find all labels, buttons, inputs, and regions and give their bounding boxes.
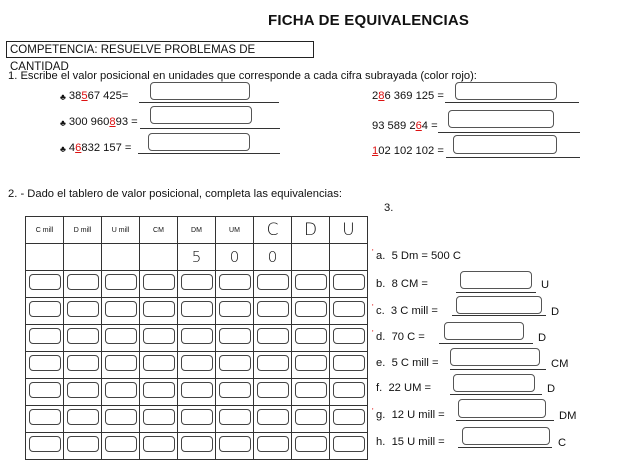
value-cell [140, 244, 178, 271]
digit-input-box[interactable] [333, 382, 365, 398]
digit-input-box[interactable] [105, 382, 137, 398]
table-cell [178, 271, 216, 298]
tick-mark: ' [372, 407, 374, 416]
q3-item-d [372, 329, 425, 343]
q3-unit: DM [559, 410, 577, 422]
q3-text: 3 C mill = [390, 305, 438, 317]
digit-input-box[interactable] [105, 274, 137, 290]
q3-label: 3. [384, 202, 394, 214]
q1-item-text: 4 [68, 142, 76, 154]
q3-answer-input-g[interactable] [458, 399, 546, 418]
table-row [26, 271, 368, 298]
table-row [26, 352, 368, 379]
digit-input-box[interactable] [143, 301, 175, 317]
q3-item-f [376, 382, 431, 394]
club-icon: ♣ [60, 144, 66, 154]
q1-item-text: 832 157 = [81, 142, 132, 154]
digit-input-box[interactable] [143, 436, 175, 452]
digit-input-box[interactable] [333, 436, 365, 452]
q1-item-text: 38 [68, 90, 82, 102]
q1-underlined-digit: 8 [109, 116, 116, 128]
q3-item-c [372, 303, 438, 317]
q1-item-4 [372, 90, 444, 102]
q1-item-text: 2 [372, 90, 379, 102]
table-cell [26, 271, 64, 298]
table-cell [102, 433, 140, 460]
digit-input-box[interactable] [295, 409, 327, 425]
digit-input-box[interactable] [219, 436, 251, 452]
q3-unit: D [547, 383, 556, 395]
table-cell [64, 325, 102, 352]
value-cell [292, 244, 330, 271]
table-cell [140, 271, 178, 298]
q1-underlined-digit: 1 [372, 145, 379, 157]
q1-item-6 [372, 145, 444, 157]
table-cell [254, 352, 292, 379]
table-cell [178, 433, 216, 460]
digit-input-box[interactable] [219, 328, 251, 344]
digit-input-box[interactable] [143, 328, 175, 344]
q3-text: 15 U mill = [391, 436, 445, 448]
table-cell [178, 298, 216, 325]
table-cell [102, 379, 140, 406]
digit-input-box[interactable] [67, 382, 99, 398]
q3-unit: D [538, 332, 547, 344]
digit-input-box[interactable] [29, 409, 61, 425]
digit-input-box[interactable] [67, 355, 99, 371]
digit-input-box[interactable] [181, 382, 213, 398]
digit-input-box[interactable] [67, 274, 99, 290]
table-cell [292, 325, 330, 352]
q3-answer-input-b[interactable] [460, 271, 532, 289]
q1-item-text: 300 960 [68, 116, 110, 128]
digit-input-box[interactable] [257, 409, 289, 425]
table-cell [64, 406, 102, 433]
table-cell [254, 298, 292, 325]
value-cell [64, 244, 102, 271]
table-cell [216, 271, 254, 298]
table-cell [140, 325, 178, 352]
q3-text: 22 UM = [388, 382, 432, 394]
digit-input-box[interactable] [67, 301, 99, 317]
table-cell [292, 271, 330, 298]
q1-item-3 [60, 142, 131, 154]
table-cell [254, 406, 292, 433]
header-d-mill: D mill [64, 217, 102, 244]
table-cell [216, 352, 254, 379]
digit-input-box[interactable] [67, 328, 99, 344]
table-cell [102, 406, 140, 433]
q3-item-h [376, 436, 445, 448]
q3-letter: d. [376, 331, 386, 343]
q1-answer-input-2[interactable] [150, 106, 252, 124]
table-cell [330, 298, 368, 325]
q3-text: 12 U mill = [391, 409, 445, 421]
q3-text: 70 C = [391, 331, 425, 343]
table-cell [216, 406, 254, 433]
digit-input-box[interactable] [29, 382, 61, 398]
header-d: D [292, 217, 330, 244]
digit-input-box[interactable] [105, 328, 137, 344]
table-cell [292, 433, 330, 460]
table-cell [216, 325, 254, 352]
table-cell [102, 298, 140, 325]
table-cell [254, 325, 292, 352]
q3-item-b [376, 278, 428, 290]
table-cell [292, 379, 330, 406]
digit-input-box[interactable] [295, 274, 327, 290]
table-cell [64, 298, 102, 325]
q3-item-g [372, 407, 445, 421]
q1-prompt: 1. Escribe el valor posicional en unidades que corresponde a cada cifra subrayada (color rojo): [8, 70, 477, 82]
digit-input-box[interactable] [143, 274, 175, 290]
digit-input-box[interactable] [257, 301, 289, 317]
digit-input-box[interactable] [29, 301, 61, 317]
q1-answer-input-3[interactable] [148, 133, 250, 151]
table-cell [178, 352, 216, 379]
table-cell [254, 433, 292, 460]
digit-input-box[interactable] [29, 274, 61, 290]
table-cell [64, 271, 102, 298]
value-cell [330, 244, 368, 271]
q1-item-text: 6 369 125 = [384, 90, 444, 102]
digit-input-box[interactable] [219, 301, 251, 317]
table-cell [26, 298, 64, 325]
q3-text: 8 CM = [391, 278, 428, 290]
digit-input-box[interactable] [219, 355, 251, 371]
header-dm: DM [178, 217, 216, 244]
digit-input-box[interactable] [105, 355, 137, 371]
table-row [26, 406, 368, 433]
table-cell [254, 379, 292, 406]
digit-input-box[interactable] [295, 355, 327, 371]
competencia-box: COMPETENCIA: RESUELVE PROBLEMAS DE CANTIDAD [6, 41, 314, 58]
digit-input-box[interactable] [257, 436, 289, 452]
q1-answer-input-1[interactable] [150, 82, 250, 100]
table-row [26, 433, 368, 460]
q3-item-a [372, 248, 461, 262]
digit-input-box[interactable] [105, 301, 137, 317]
q1-item-text: 93 = [115, 116, 138, 128]
digit-input-box[interactable] [295, 301, 327, 317]
q3-unit: D [551, 306, 560, 318]
table-cell [216, 298, 254, 325]
table-cell [64, 433, 102, 460]
table-cell [26, 325, 64, 352]
digit-input-box[interactable] [219, 274, 251, 290]
q3-letter: b. [376, 278, 386, 290]
digit-input-box[interactable] [219, 409, 251, 425]
table-cell [330, 271, 368, 298]
page-title: FICHA DE EQUIVALENCIAS [268, 12, 470, 29]
header-c-mill: C mill [26, 217, 64, 244]
table-cell [64, 379, 102, 406]
digit-input-box[interactable] [333, 274, 365, 290]
q3-answer-input-e[interactable] [450, 348, 540, 366]
club-icon: ♣ [60, 92, 66, 102]
tick-mark: ' [372, 248, 374, 257]
q3-letter: g. [376, 409, 386, 421]
value-cell [26, 244, 64, 271]
digit-input-box[interactable] [181, 355, 213, 371]
digit-input-box[interactable] [333, 301, 365, 317]
table-cell [254, 271, 292, 298]
q3-letter: c. [376, 305, 385, 317]
q1-item-1 [60, 90, 128, 102]
q3-unit: U [541, 279, 550, 291]
digit-input-box[interactable] [105, 436, 137, 452]
q3-letter: a. [376, 250, 386, 262]
value-cell: 5 [178, 244, 216, 271]
q3-letter: e. [376, 357, 386, 369]
table-cell [216, 379, 254, 406]
table-cell [178, 406, 216, 433]
table-cell [140, 298, 178, 325]
table-cell [330, 325, 368, 352]
table-cell [140, 406, 178, 433]
digit-input-box[interactable] [333, 328, 365, 344]
digit-input-box[interactable] [257, 328, 289, 344]
digit-input-box[interactable] [257, 274, 289, 290]
header-cm: CM [140, 217, 178, 244]
q3-answer-input-c[interactable] [456, 296, 542, 314]
table-cell [102, 325, 140, 352]
table-cell [292, 352, 330, 379]
q2-prompt: 2. - Dado el tablero de valor posicional, completa las equivalencias: [8, 188, 342, 200]
table-cell [64, 352, 102, 379]
q1-underlined-digit: 6 [415, 120, 422, 132]
q1-item-text: 4 = [421, 120, 438, 132]
digit-input-box[interactable] [143, 409, 175, 425]
digit-input-box[interactable] [143, 355, 175, 371]
table-cell [330, 406, 368, 433]
value-cell: 0 [216, 244, 254, 271]
table-row [26, 325, 368, 352]
q3-text: 5 C mill = [391, 357, 439, 369]
digit-input-box[interactable] [257, 355, 289, 371]
table-cell [216, 433, 254, 460]
digit-input-box[interactable] [143, 382, 175, 398]
table-cell [178, 325, 216, 352]
table-cell [330, 433, 368, 460]
digit-input-box[interactable] [29, 328, 61, 344]
q1-item-2 [60, 116, 138, 128]
header-um: UM [216, 217, 254, 244]
q3-unit: CM [551, 358, 569, 370]
table-cell [140, 352, 178, 379]
q3-answer-input-f[interactable] [453, 374, 535, 392]
table-cell [26, 379, 64, 406]
digit-input-box[interactable] [105, 409, 137, 425]
q3-letter: f. [376, 382, 383, 394]
q3-text: 5 Dm = 500 C [391, 250, 461, 262]
place-value-table [25, 216, 368, 460]
digit-input-box[interactable] [181, 436, 213, 452]
digit-input-box[interactable] [295, 436, 327, 452]
q3-unit: C [558, 437, 567, 449]
digit-input-box[interactable] [181, 409, 213, 425]
table-cell [292, 406, 330, 433]
digit-input-box[interactable] [181, 301, 213, 317]
value-cell: 0 [254, 244, 292, 271]
q1-item-text: 93 589 2 [372, 120, 416, 132]
table-row [26, 298, 368, 325]
q1-answer-input-6[interactable] [453, 135, 557, 154]
digit-input-box[interactable] [295, 328, 327, 344]
q3-letter: h. [376, 436, 386, 448]
digit-input-box[interactable] [29, 355, 61, 371]
q3-item-e [376, 357, 439, 369]
digit-input-box[interactable] [257, 382, 289, 398]
table-cell [140, 433, 178, 460]
table-cell [26, 406, 64, 433]
q3-answer-input-d[interactable] [444, 322, 524, 340]
digit-input-box[interactable] [295, 382, 327, 398]
digit-input-box[interactable] [67, 409, 99, 425]
q1-underlined-digit: 5 [81, 90, 88, 102]
q1-item-text: 02 102 102 = [378, 145, 444, 157]
q1-answer-input-5[interactable] [448, 110, 554, 128]
header-c: C [254, 217, 292, 244]
digit-input-box[interactable] [181, 274, 213, 290]
digit-input-box[interactable] [219, 382, 251, 398]
table-cell [102, 352, 140, 379]
digit-input-box[interactable] [67, 436, 99, 452]
table-row [26, 379, 368, 406]
table-cell [330, 379, 368, 406]
tick-mark: ' [372, 329, 374, 338]
q1-item-text: 67 425= [87, 90, 129, 102]
table-cell [26, 433, 64, 460]
header-u-mill: U mill [102, 217, 140, 244]
table-cell [178, 379, 216, 406]
q3-answer-input-h[interactable] [462, 427, 550, 445]
table-cell [102, 271, 140, 298]
digit-input-box[interactable] [333, 409, 365, 425]
q1-underlined-digit: 8 [378, 90, 385, 102]
table-cell [140, 379, 178, 406]
digit-input-box[interactable] [181, 328, 213, 344]
table-cell [26, 352, 64, 379]
table-cell [330, 352, 368, 379]
q1-answer-input-4[interactable] [455, 82, 557, 100]
tick-mark: ' [372, 303, 374, 312]
header-u: U [330, 217, 368, 244]
q1-item-5 [372, 120, 438, 132]
club-icon: ♣ [60, 118, 66, 128]
q1-underlined-digit: 6 [75, 142, 82, 154]
table-cell [292, 298, 330, 325]
digit-input-box[interactable] [333, 355, 365, 371]
digit-input-box[interactable] [29, 436, 61, 452]
value-cell [102, 244, 140, 271]
